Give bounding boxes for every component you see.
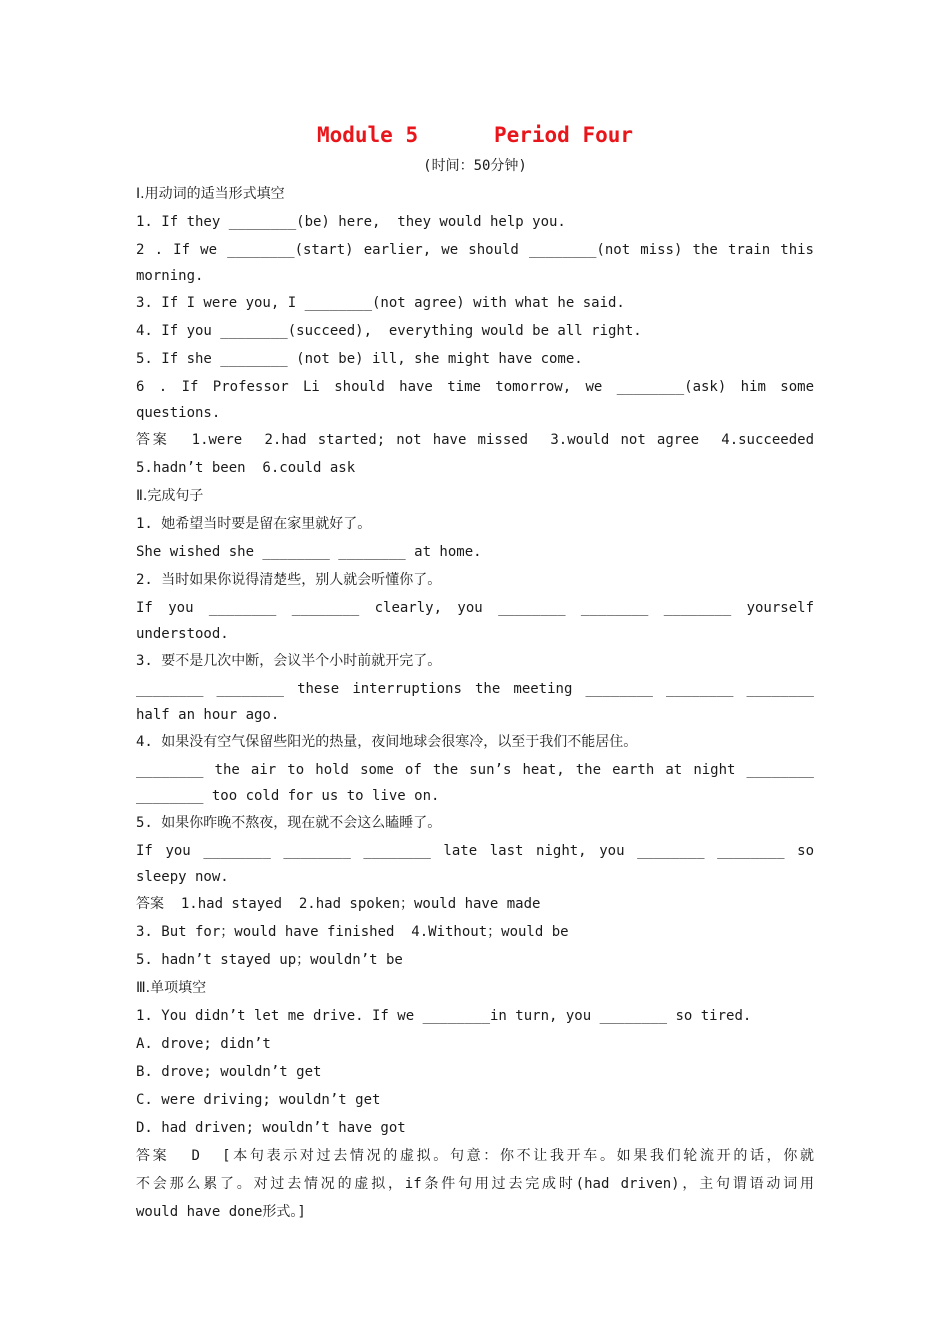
s3-option-a: A. drove; didn’t	[136, 1036, 271, 1052]
s2-answer-1: 答案 1.had stayed 2.had spoken；would have made	[136, 896, 541, 912]
s3-option-c: C. were driving; wouldn’t get	[136, 1092, 381, 1108]
s2-q2-english-cont: understood.	[136, 626, 229, 642]
s3-answer-2: 不会那么累了。对过去情况的虚拟，if条件句用过去完成时(had driven)，主句谓语动词用	[136, 1176, 814, 1192]
s1-item-3: 3. If I were you, I ________(not agree) with what he said.	[136, 295, 625, 311]
page-title: Module 5 Period Four	[316, 123, 634, 147]
s2-q4-english: ________ the air to hold some of the sun’s heat, the earth at night ________	[136, 762, 814, 778]
s2-q1-chinese: 1. 她希望当时要是留在家里就好了。	[136, 516, 372, 532]
section-1-heading: Ⅰ.用动词的适当形式填空	[136, 186, 285, 202]
s2-q2-english: If you ________ ________ clearly, you ________ ________ ________ yourself	[136, 600, 814, 616]
s2-q4-chinese: 4. 如果没有空气保留些阳光的热量，夜间地球会很寒冷，以至于我们不能居住。	[136, 734, 638, 750]
s1-item-1: 1. If they ________(be) here, they would help you.	[136, 214, 566, 230]
s3-option-d: D. had driven; wouldn’t have got	[136, 1120, 406, 1136]
s2-answer-3: 5. hadn’t stayed up；wouldn’t be	[136, 952, 403, 968]
s1-item-2: 2 . If we ________(start) earlier, we should ________(not miss) the train this	[136, 242, 814, 258]
s2-q3-english: ________ ________ these interruptions the meeting ________ ________ ________	[136, 681, 814, 697]
s1-answer-cont: 5.hadn’t been 6.could ask	[136, 460, 356, 476]
s2-q5-chinese: 5. 如果你昨晚不熬夜，现在就不会这么瞌睡了。	[136, 815, 442, 831]
s1-item-2-cont: morning.	[136, 268, 204, 284]
s1-item-4: 4. If you ________(succeed), everything would be all right.	[136, 323, 642, 339]
time-limit: (时间：50分钟)	[423, 158, 527, 174]
s2-q4-english-cont: ________ too cold for us to live on.	[136, 788, 440, 804]
s2-q3-chinese: 3. 要不是几次中断，会议半个小时前就开完了。	[136, 653, 442, 669]
s1-answer: 答案 1.were 2.had started; not have missed 3.would not agree 4.succeeded	[136, 432, 814, 448]
section-2-heading: Ⅱ.完成句子	[136, 488, 204, 504]
s2-q5-english: If you ________ ________ ________ late last night, you ________ ________ so	[136, 843, 814, 859]
document-page	[136, 118, 814, 1226]
s3-q1: 1. You didn’t let me drive. If we ________in turn, you ________ so tired.	[136, 1008, 752, 1024]
s2-q3-english-cont: half an hour ago.	[136, 707, 280, 723]
s1-item-6-cont: questions.	[136, 405, 221, 421]
section-3-heading: Ⅲ.单项填空	[136, 980, 207, 996]
s1-item-6: 6 . If Professor Li should have time tomorrow, we ________(ask) him some	[136, 379, 814, 395]
s1-item-5: 5. If she ________ (not be) ill, she might have come.	[136, 351, 583, 367]
s2-answer-2: 3. But for；would have finished 4.Without；would be	[136, 924, 569, 940]
s2-q1-english: She wished she ________ ________ at home.	[136, 544, 482, 560]
s2-q5-english-cont: sleepy now.	[136, 869, 229, 885]
s3-answer-1: 答案 D [本句表示对过去情况的虚拟。句意：你不让我开车。如果我们轮流开的话，你就	[136, 1148, 814, 1164]
s3-option-b: B. drove; wouldn’t get	[136, 1064, 322, 1080]
s2-q2-chinese: 2. 当时如果你说得清楚些，别人就会听懂你了。	[136, 572, 442, 588]
s3-answer-3: would have done形式。]	[136, 1204, 306, 1220]
